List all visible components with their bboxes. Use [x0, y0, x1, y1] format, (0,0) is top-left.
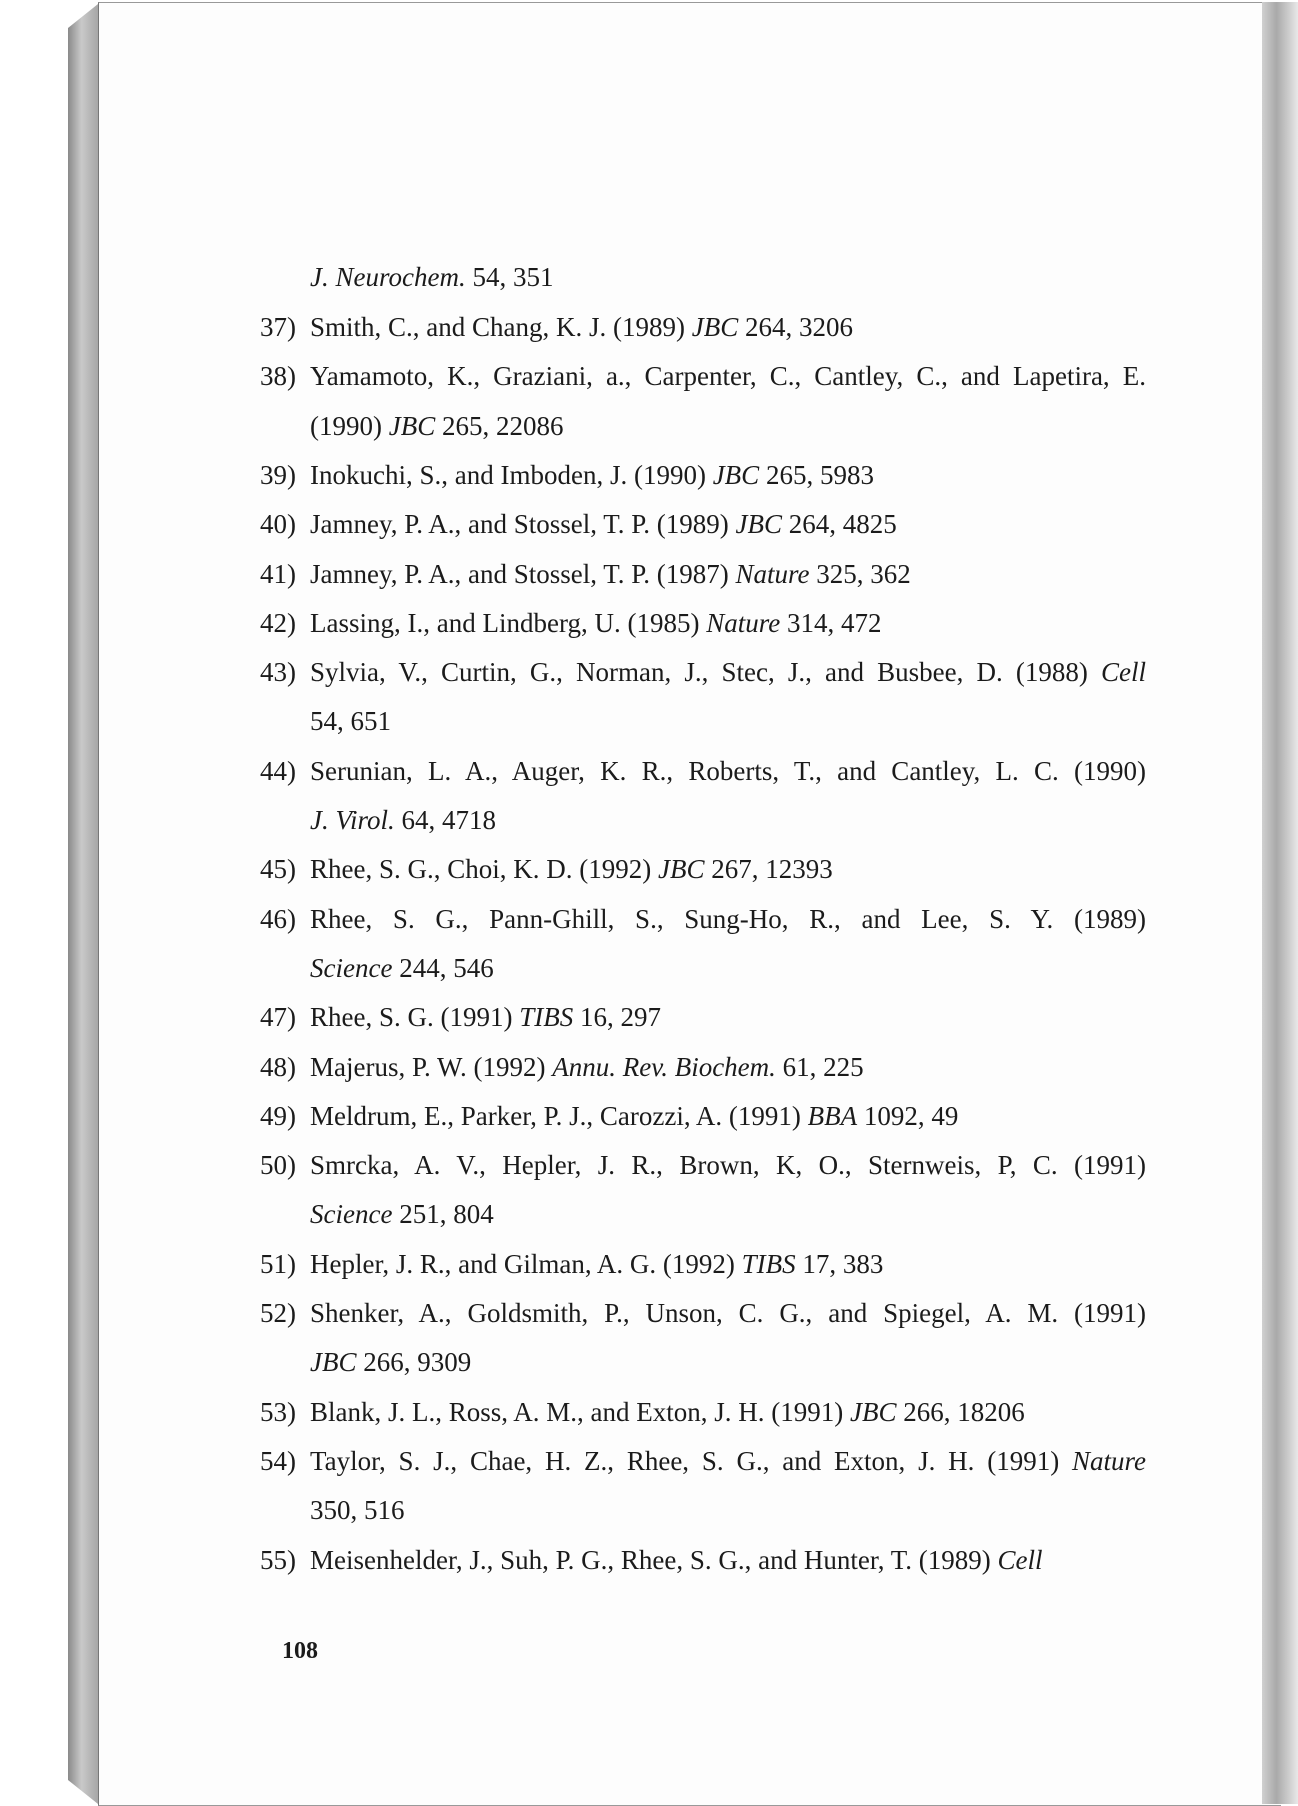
citation-details: 325, 362: [809, 559, 911, 589]
citation-details: 266, 18206: [896, 1397, 1025, 1427]
reference-line: [310, 1249, 1146, 1279]
reference-number: 42): [260, 608, 296, 638]
journal-name: TIBS: [519, 1002, 574, 1032]
citation-text: Inokuchi, S., and Imboden, J. (1990): [310, 460, 713, 490]
journal-name: JBC: [388, 411, 436, 441]
citation-details: 61, 225: [775, 1052, 864, 1082]
citation-text: (1990): [310, 411, 389, 441]
reference-line: [310, 1101, 1146, 1131]
reference-line: [310, 1397, 1146, 1427]
citation-text: 350, 516: [310, 1495, 405, 1525]
reference-line: [310, 904, 1146, 934]
citation-text: Smith, C., and Chang, K. J. (1989): [310, 312, 692, 342]
citation-details: 267, 12393: [704, 854, 833, 884]
reference-line: [310, 509, 1146, 539]
reference-number: 44): [260, 756, 296, 786]
reference-number: 54): [260, 1446, 296, 1476]
reference-number: 40): [260, 509, 296, 539]
reference-number: 37): [260, 312, 296, 342]
reference-number: 41): [260, 559, 296, 589]
citation-text: Jamney, P. A., and Stossel, T. P. (1987): [310, 559, 736, 589]
reference-number: 51): [260, 1249, 296, 1279]
reference-continuation: [310, 262, 553, 292]
journal-name: Cell: [1101, 657, 1146, 687]
citation-details: 264, 3206: [738, 312, 853, 342]
reference-number: 45): [260, 854, 296, 884]
journal-name: TIBS: [741, 1249, 796, 1279]
citation-text: Rhee, S. G. (1991): [310, 1002, 520, 1032]
citation-text: Taylor, S. J., Chae, H. Z., Rhee, S. G., and Exton, J. H. (1991): [310, 1446, 1072, 1476]
journal-name: JBC: [310, 1347, 357, 1377]
journal-name: JBC: [691, 312, 739, 342]
journal-name: Nature: [706, 608, 781, 638]
citation-text: Smrcka, A. V., Hepler, J. R., Brown, K, O., Sternweis, P, C. (1991): [310, 1150, 1146, 1180]
citation-text: Lassing, I., and Lindberg, U. (1985): [310, 608, 707, 638]
reference-number: 53): [260, 1397, 296, 1427]
citation-text: Rhee, S. G., Choi, K. D. (1992): [310, 854, 658, 884]
reference-line: [310, 1545, 1146, 1575]
citation-text: Sylvia, V., Curtin, G., Norman, J., Stec, J., and Busbee, D. (1988): [310, 657, 1101, 687]
citation-details: 266, 9309: [356, 1347, 472, 1377]
reference-number: 48): [260, 1052, 296, 1082]
reference-line: [310, 312, 1146, 342]
citation-details: 314, 472: [780, 608, 882, 638]
reference-line: [310, 411, 1146, 441]
citation-details: 251, 804: [392, 1199, 494, 1229]
reference-number: 52): [260, 1298, 296, 1328]
reference-line: [310, 361, 1146, 391]
citation-details: 54, 351: [465, 262, 554, 292]
reference-number: 46): [260, 904, 296, 934]
journal-name: Nature: [1072, 1446, 1146, 1476]
reference-line: [310, 1446, 1146, 1476]
reference-line: [310, 1199, 1146, 1229]
reference-line: [310, 657, 1146, 687]
citation-text: Majerus, P. W. (1992): [310, 1052, 553, 1082]
reference-number: 47): [260, 1002, 296, 1032]
reference-line: [310, 805, 1146, 835]
citation-details: 64, 4718: [394, 805, 496, 835]
journal-name: J. Virol.: [310, 805, 395, 835]
citation-text: Blank, J. L., Ross, A. M., and Exton, J. H. (1991): [310, 1397, 850, 1427]
reference-line: [310, 1052, 1146, 1082]
citation-text: Shenker, A., Goldsmith, P., Unson, C. G., and Spiegel, A. M. (1991): [310, 1298, 1146, 1328]
citation-text: Meldrum, E., Parker, P. J., Carozzi, A. (1991): [310, 1101, 808, 1131]
reference-number: 50): [260, 1150, 296, 1180]
reference-line: [310, 953, 1146, 983]
citation-text: Yamamoto, K., Graziani, a., Carpenter, C., Cantley, C., and Lapetira, E.: [310, 361, 1146, 391]
citation-details: 1092, 49: [857, 1101, 959, 1131]
reference-number: 55): [260, 1545, 296, 1575]
citation-details: 17, 383: [795, 1249, 884, 1279]
journal-name: J. Neurochem.: [310, 262, 466, 292]
journal-name: BBA: [807, 1101, 858, 1131]
reference-line: [310, 460, 1146, 490]
citation-text: Rhee, S. G., Pann-Ghill, S., Sung-Ho, R., and Lee, S. Y. (1989): [310, 904, 1146, 934]
page-number: 108: [282, 1638, 318, 1664]
journal-name: Science: [310, 1199, 393, 1229]
reference-line: [310, 559, 1146, 589]
reference-number: 43): [260, 657, 296, 687]
journal-name: JBC: [712, 460, 760, 490]
reference-line: [310, 854, 1146, 884]
citation-text: Hepler, J. R., and Gilman, A. G. (1992): [310, 1249, 742, 1279]
reference-number: 38): [260, 361, 296, 391]
journal-name: JBC: [850, 1397, 897, 1427]
citation-details: 265, 5983: [759, 460, 874, 490]
reference-line: [310, 756, 1146, 786]
citation-text: Serunian, L. A., Auger, K. R., Roberts, T., and Cantley, L. C. (1990): [310, 756, 1146, 786]
journal-name: Annu. Rev. Biochem.: [552, 1052, 776, 1082]
reference-number: 39): [260, 460, 296, 490]
reference-line: [310, 1347, 1146, 1377]
reference-line: [310, 1002, 1146, 1032]
journal-name: Nature: [735, 559, 810, 589]
citation-details: 265, 22086: [435, 411, 564, 441]
reference-line: [310, 1150, 1146, 1180]
reference-line: [310, 1495, 1146, 1525]
journal-name: JBC: [657, 854, 705, 884]
citation-details: 264, 4825: [782, 509, 897, 539]
journal-name: Science: [310, 953, 393, 983]
citation-text: 54, 651: [310, 706, 391, 736]
reference-number: 49): [260, 1101, 296, 1131]
journal-name: JBC: [735, 509, 783, 539]
reference-line: [310, 706, 1146, 736]
reference-line: [310, 1298, 1146, 1328]
citation-text: Meisenhelder, J., Suh, P. G., Rhee, S. G., and Hunter, T. (1989): [310, 1545, 998, 1575]
journal-name: Cell: [997, 1545, 1043, 1575]
citation-details: 16, 297: [573, 1002, 661, 1032]
citation-details: 244, 546: [392, 953, 494, 983]
citation-text: Jamney, P. A., and Stossel, T. P. (1989): [310, 509, 736, 539]
reference-line: [310, 608, 1146, 638]
